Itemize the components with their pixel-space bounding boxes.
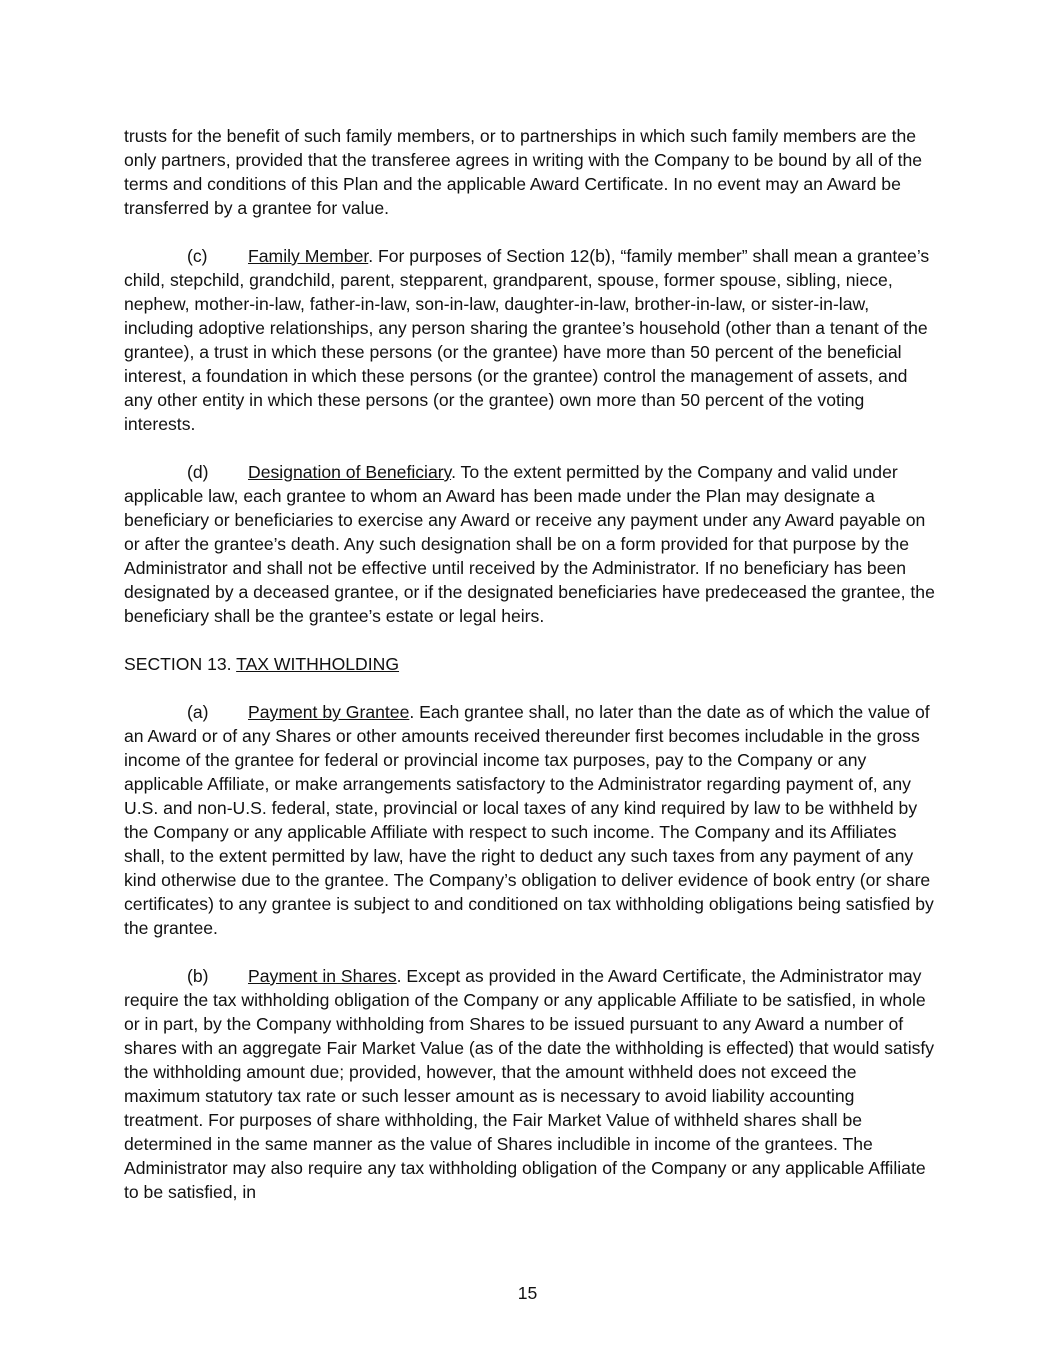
- paragraph-payment-in-shares: [124, 964, 936, 1204]
- paragraph-title: Payment by Grantee: [248, 702, 410, 722]
- paragraph-text: . To the extent permitted by the Company and valid under applicable law, each grantee to whom an Award has been made under the Plan may designate a beneficiary or beneficiaries to exercise any Award or receive any payment under any Award payable on or after the grantee’s death. Any such designation shall be on a form provided for that purpose by the Administrator and shall not be effective until received by the Administrator. If no beneficiary has been designated by a deceased grantee, or if the designated beneficiaries have predeceased the grantee, the beneficiary shall be the grantee’s estate or legal heirs.: [124, 462, 935, 626]
- page-number: 15: [517, 1283, 538, 1303]
- paragraph-text: . Except as provided in the Award Certificate, the Administrator may require the tax withholding obligation of the Company or any applicable Affiliate to be satisfied, in whole or in part, by the Company withholding from Shares to be issued pursuant to any Award a number of shares with an aggregate Fair Market Value (as of the date the withholding is effected) that would satisfy the withholding amount due; provided, however, that the amount withheld does not exceed the maximum statutory tax rate or such lesser amount as is necessary to avoid liability accounting treatment. For purposes of share withholding, the Fair Market Value of withheld shares shall be determined in the same manner as the value of Shares includible in income of the grantees. The Administrator may also require any tax withholding obligation of the Company or any applicable Affiliate to be satisfied, in: [124, 966, 935, 1202]
- section-heading: [124, 652, 936, 676]
- paragraph-label: (d): [187, 462, 209, 482]
- section-number: SECTION 13.: [124, 654, 237, 674]
- paragraph-title: Family Member: [248, 246, 369, 266]
- paragraph-label: (a): [187, 702, 209, 722]
- paragraph-text: . For purposes of Section 12(b), “family member” shall mean a grantee’s child, stepchild, grandchild, parent, stepparent, grandparent, spouse, former spouse, sibling, niece, nephew, mother-in-law, father-in-law, son-in-law, daughter-in-law, brother-in-law, or sister-in-law, including adoptive relationships, any person sharing the grantee’s household (other than a tenant of the grantee), a trust in which these persons (or the grantee) have more than 50 percent of the beneficial interest, a foundation in which these persons (or the grantee) control the management of assets, and any other entity in which these persons (or the grantee) own more than 50 percent of the voting interests.: [124, 246, 930, 434]
- paragraph-continuation: trusts for the benefit of such family members, or to partnerships in which such family members are the only partners, provided that the transferee agrees in writing with the Company to be bound by all of the terms and conditions of this Plan and the applicable Award Certificate. In no event may an Award be transferred by a grantee for value.: [124, 126, 923, 218]
- paragraph-payment-by-grantee: [124, 700, 936, 940]
- paragraph-label: (c): [187, 246, 208, 266]
- paragraph-text: . Each grantee shall, no later than the date as of which the value of an Award or of any Shares or other amounts received thereunder first becomes includable in the gross income of the grantee for federal or provincial income tax purposes, pay to the Company or any applicable Affiliate, or make arrangements satisfactory to the Administrator regarding payment of, any U.S. and non-U.S. federal, state, provincial or local taxes of any kind required by law to be withheld by the Company or any applicable Affiliate with respect to such income. The Company and its Affiliates shall, to the extent permitted by law, have the right to deduct any such taxes from any payment of any kind otherwise due to the grantee. The Company’s obligation to deliver evidence of book entry (or share certificates) to any grantee is subject to and conditioned on tax withholding obligations being satisfied by the grantee.: [124, 702, 934, 938]
- paragraph-designation-of-beneficiary: [124, 460, 936, 628]
- paragraph-family-member: [124, 244, 936, 436]
- paragraph-label: (b): [187, 966, 209, 986]
- paragraph-title: Payment in Shares: [248, 966, 397, 986]
- section-title: TAX WITHHOLDING: [236, 654, 400, 674]
- paragraph-title: Designation of Beneficiary: [248, 462, 452, 482]
- document-body: [124, 124, 936, 1228]
